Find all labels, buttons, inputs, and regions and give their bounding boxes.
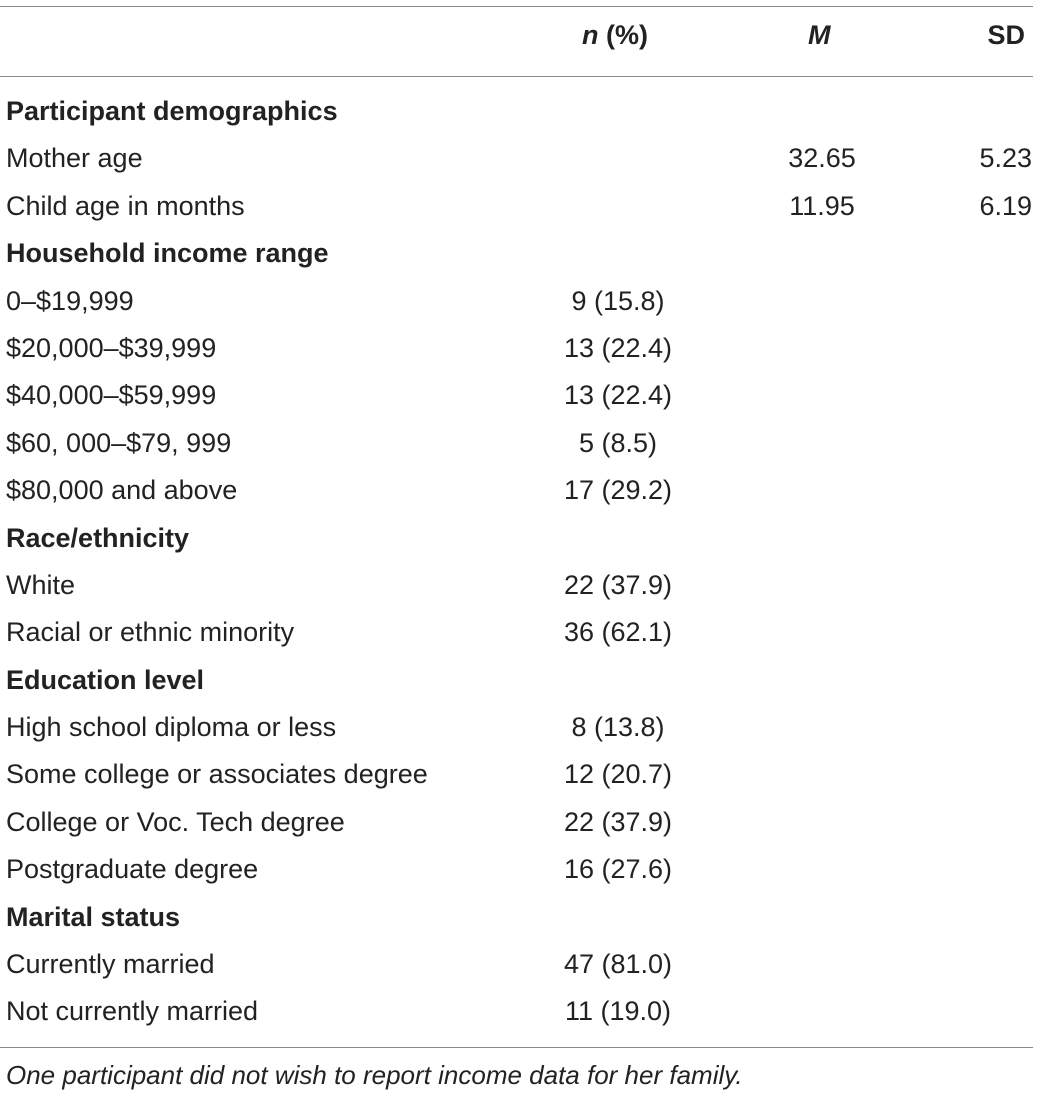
cell-n-percent: 13 (22.4) [563,332,673,363]
table-footnote: One participant did not wish to report income data for her family. [6,1060,743,1090]
section-label: Marital status [6,901,181,932]
cell-mean: 11.95 [789,190,855,221]
table-row [0,562,1039,609]
cell-n-percent: 17 (29.2) [563,475,673,506]
table-row [0,941,1039,988]
table-row [0,278,1039,325]
cell-sd: 6.19 [979,190,1032,221]
row-label: $80,000 and above [6,475,238,506]
cell-mean: 32.65 [788,143,856,174]
column-header-n-symbol: n [582,20,599,50]
row-label: Racial or ethnic minority [6,617,295,648]
row-label: Not currently married [6,996,259,1027]
cell-n-percent: 36 (62.1) [563,617,673,648]
section-label: Education level [6,664,205,695]
row-label: High school diploma or less [6,712,337,743]
table-row [0,799,1039,846]
table-top-rule [0,6,1033,7]
row-label: $60, 000–$79, 999 [6,427,232,458]
section-header-row [0,88,1039,135]
cell-n-percent: 8 (13.8) [571,712,665,743]
row-label: White [6,569,76,600]
table-row [0,183,1039,230]
row-label: Currently married [6,949,215,980]
section-header-row [0,894,1039,941]
row-label: 0–$19,999 [6,285,134,316]
table-body [0,88,1039,1036]
column-header-sd: SD [987,20,1025,50]
cell-n-percent: 12 (20.7) [563,759,673,790]
table-row [0,751,1039,798]
section-header-row [0,230,1039,277]
cell-n-percent: 11 (19.0) [564,996,672,1027]
cell-n-percent: 22 (37.9) [563,569,673,600]
cell-n-percent: 16 (27.6) [563,854,673,885]
table-row [0,609,1039,656]
section-label: Household income range [6,238,329,269]
table-bottom-rule [0,1047,1033,1048]
row-label: Postgraduate degree [6,854,259,885]
table-row [0,988,1039,1035]
section-header-row [0,657,1039,704]
table-row [0,372,1039,419]
section-label: Participant demographics [6,96,338,126]
row-label: College or Voc. Tech degree [6,806,345,837]
cell-n-percent: 5 (8.5) [578,427,658,458]
table-row [0,135,1039,182]
cell-n-percent: 22 (37.9) [563,806,673,837]
cell-sd: 5.23 [979,143,1032,174]
column-header-percent-suffix: (%) [598,20,648,50]
section-header-row [0,515,1039,562]
table-row [0,420,1039,467]
row-label: Mother age [6,143,143,174]
table-header-rule [0,76,1033,77]
row-label: Some college or associates degree [6,759,428,790]
column-header-n-percent [582,20,648,51]
column-header-mean: M [808,20,831,50]
row-label: $40,000–$59,999 [6,380,217,411]
table-row [0,467,1039,514]
section-label: Race/ethnicity [6,522,190,553]
table-row [0,704,1039,751]
table-row [0,846,1039,893]
table-row [0,325,1039,372]
row-label: $20,000–$39,999 [6,332,217,363]
cell-n-percent: 47 (81.0) [563,949,673,980]
row-label: Child age in months [6,190,245,221]
cell-n-percent: 9 (15.8) [571,285,665,316]
table-header-row [0,20,1039,64]
cell-n-percent: 13 (22.4) [563,380,673,411]
